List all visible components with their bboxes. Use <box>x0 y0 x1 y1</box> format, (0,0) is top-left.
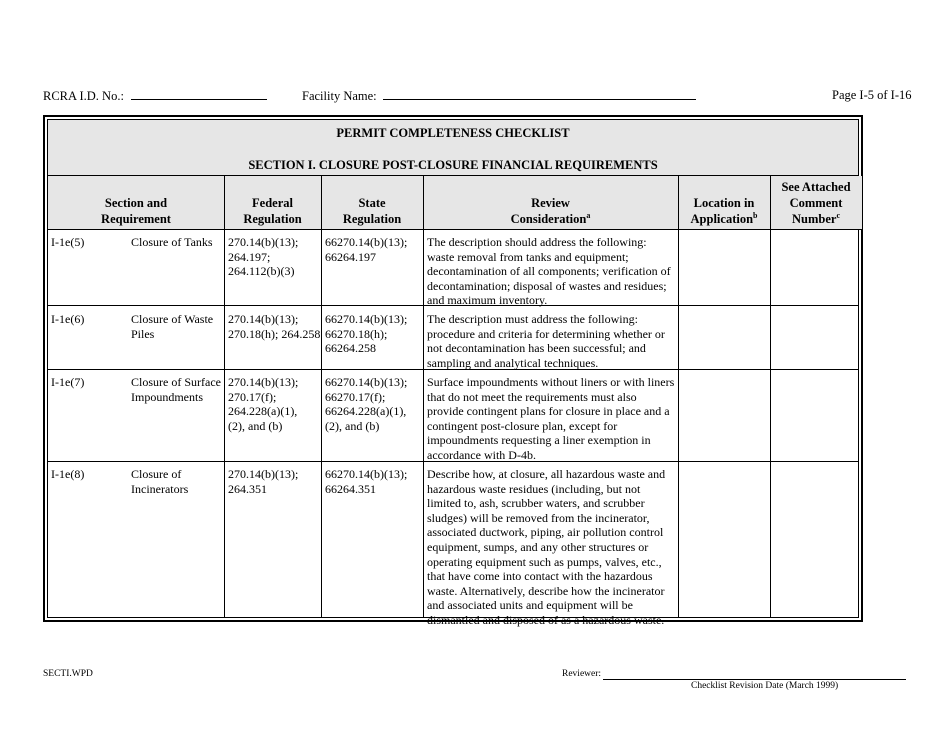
grid-line <box>770 176 771 617</box>
row-requirement: Closure of Incinerators <box>131 467 189 496</box>
rcra-id-label: RCRA I.D. No.: <box>43 88 267 104</box>
row-review: The description must address the following: procedure and criteria for determining whether or not decontamination has been successful; and sampling and analytical techniques. <box>427 312 665 370</box>
checklist-table <box>43 115 863 627</box>
rcra-id-field[interactable] <box>131 88 267 100</box>
section-title: SECTION I. CLOSURE POST-CLOSURE FINANCIAL REQUIREMENTS <box>248 158 658 172</box>
grid-line <box>321 176 322 617</box>
footer-filename: SECTI.WPD <box>43 669 93 679</box>
reviewer-field[interactable] <box>603 679 906 680</box>
row-state: 66270.14(b)(13); 66270.18(h); 66264.258 <box>325 312 408 356</box>
row-id: I-1e(6) <box>51 312 85 326</box>
revision-date: Checklist Revision Date (March 1999) <box>691 681 839 691</box>
row-state: 66270.14(b)(13); 66264.197 <box>325 235 408 264</box>
colhead-section: Section and Requirement <box>48 176 224 230</box>
row-requirement: Closure of Surface Impoundments <box>131 375 221 404</box>
table-title-band <box>48 120 858 176</box>
row-id: I-1e(8) <box>51 467 85 481</box>
row-requirement: Closure of Tanks <box>131 235 213 249</box>
row-id: I-1e(7) <box>51 375 85 389</box>
grid-line <box>678 176 679 617</box>
page-number: Page I-5 of I-16 <box>832 88 912 102</box>
row-review: Describe how, at closure, all hazardous waste and hazardous waste residues (including, but not limited to, ash, scrubber waters, and scrubber sludges) will be removed from the incinerator, associated ductwork, piping, air pollution control equipment, sumps, and any other structures or operating equipment such as pumps, valves, etc., that have come into contact with the hazardous waste. Alternatively, describe how the incinerator and associated units and equipment will be dismantled and disposed of as a hazardous waste. <box>427 467 666 627</box>
row-state: 66270.14(b)(13); 66264.351 <box>325 467 408 496</box>
reviewer-label: Reviewer: <box>562 669 602 679</box>
row-review: The description should address the following: waste removal from tanks and equipment; decontamination of all components; verification of decontamination; disposal of wastes and residues; and maximum inventory. <box>427 235 671 308</box>
row-id: I-1e(5) <box>51 235 85 249</box>
row-federal: 270.14(b)(13); 264.197; 264.112(b)(3) <box>228 235 299 279</box>
facility-name-field[interactable] <box>383 88 696 100</box>
colhead-location: Location in Application$^b$ <box>678 176 770 230</box>
row-federal: 270.14(b)(13); 264.351 <box>228 467 299 496</box>
colhead-comment: See Attached Comment Number$^c$ <box>770 176 862 230</box>
grid-line <box>423 176 424 617</box>
colhead-federal: Federal Regulation <box>224 176 321 230</box>
row-federal: 270.14(b)(13); 270.17(f); 264.228(a)(1), (2), and (b) <box>228 375 299 433</box>
grid-line <box>224 176 225 617</box>
row-requirement: Closure of Waste Piles <box>131 312 214 341</box>
colhead-state: State Regulation <box>321 176 423 230</box>
row-federal: 270.14(b)(13); 270.18(h); 264.258 <box>228 312 321 341</box>
row-review: Surface impoundments without liners or with liners that do not meet the requirements must also provide contingent plans for closure in place and a contingent post-closure plan, except for impoundments requesting a liner exemption in accordance with D-4b. <box>427 375 675 462</box>
row-state: 66270.14(b)(13); 66270.17(f); 66264.228(a)(1), (2), and (b) <box>325 375 408 433</box>
facility-name-label: Facility Name: <box>302 88 696 104</box>
colhead-review: Review Consideration$^a$ <box>423 176 678 230</box>
table-title: PERMIT COMPLETENESS CHECKLIST <box>336 126 570 140</box>
